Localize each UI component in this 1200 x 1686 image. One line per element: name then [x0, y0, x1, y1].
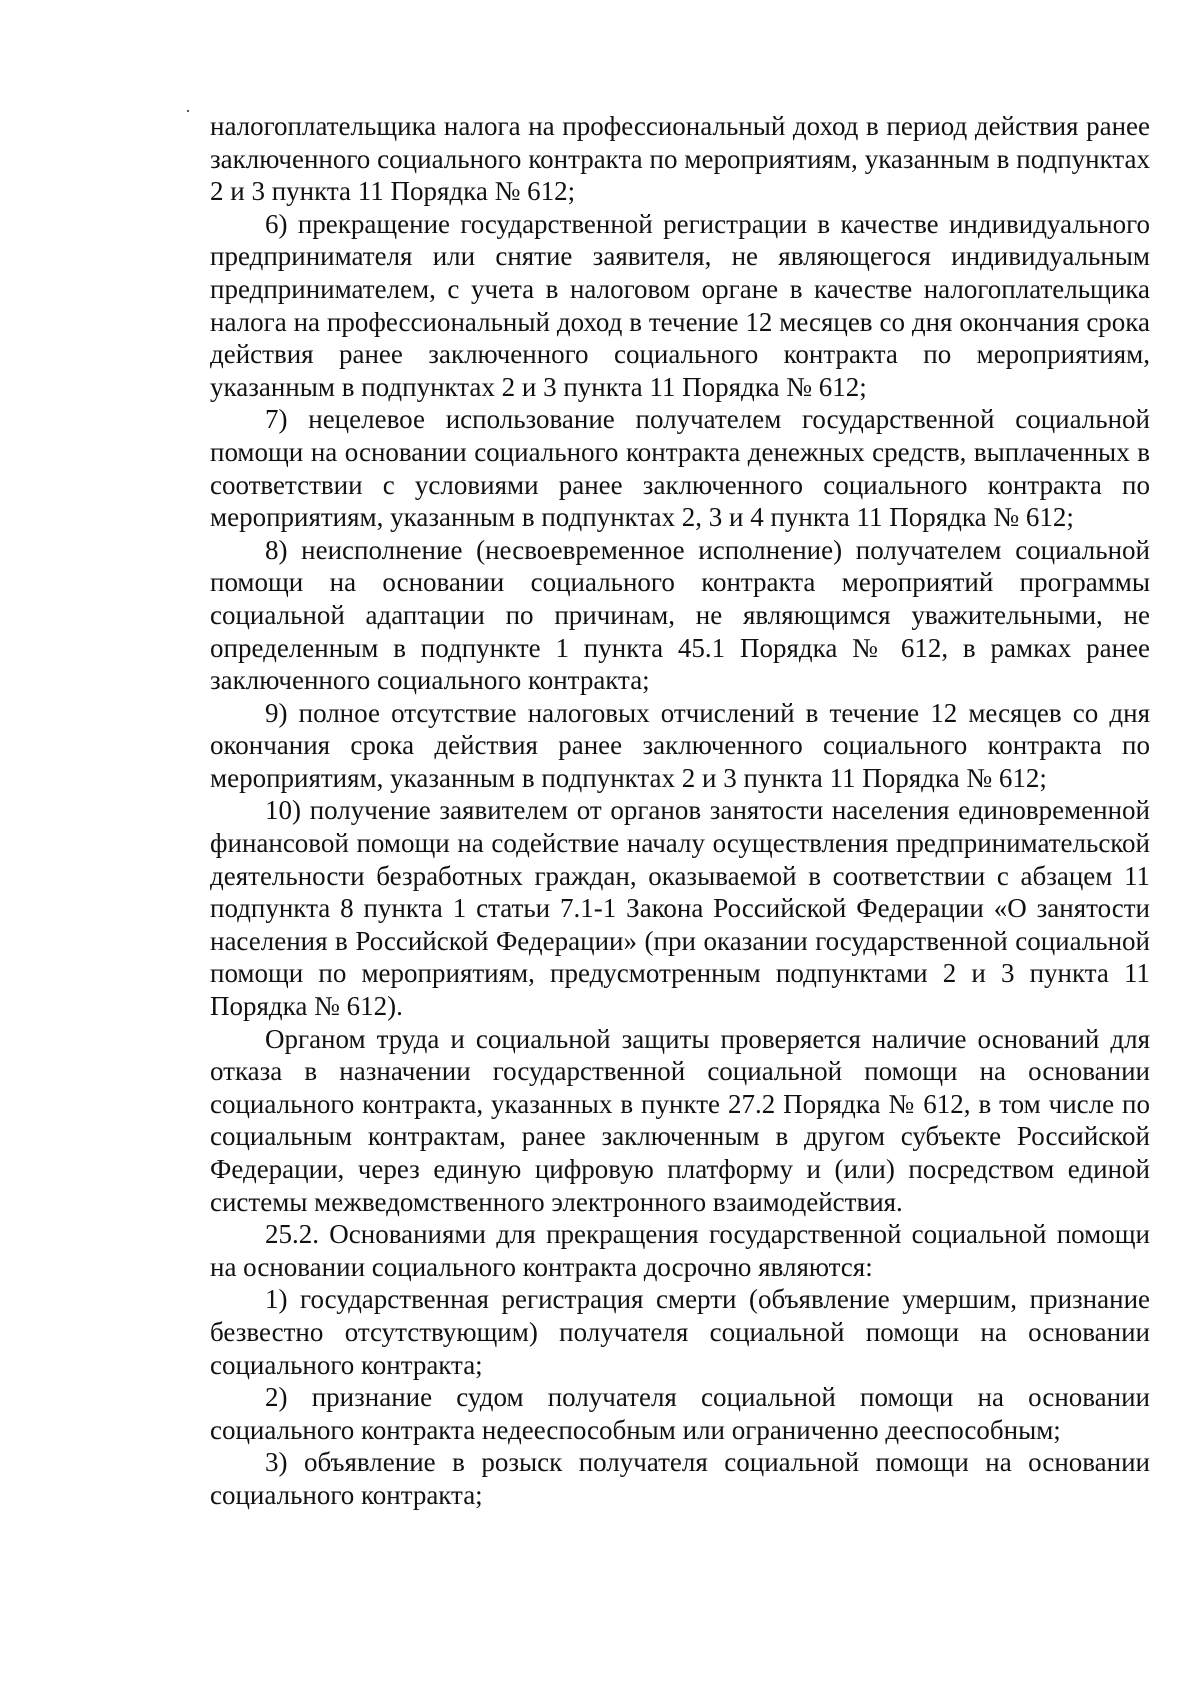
document-page [210, 110, 1150, 1512]
scan-artifact-dot [187, 110, 189, 112]
paragraph-item-7: 7) нецелевое использование получателем государственной социальной помощи на основании социального контракта денежных средств, выплаченных в соответствии с условиями ранее заключенного социального контракта по мероприятиям, указанным в подпунктах 2, 3 и 4 пункта 11 Порядка № 612; [210, 404, 1150, 533]
paragraph-ground-3: 3) объявление в розыск получателя социальной помощи на основании социального контракта; [210, 1447, 1150, 1510]
paragraph-ground-2: 2) признание судом получателя социальной помощи на основании социального контракта недееспособным или ограниченно дееспособным; [210, 1382, 1150, 1445]
paragraph-section-25-2: 25.2. Основаниями для прекращения государственной социальной помощи на основании социального контракта досрочно являются: [210, 1219, 1150, 1282]
paragraph-verification: Органом труда и социальной защиты проверяется наличие оснований для отказа в назначении государственной социальной помощи на основании социального контракта, указанных в пункте 27.2 Порядка № 612, в том числе по социальным контрактам, ранее заключенным в другом субъекте Российской Федерации, через единую цифровую платформу и (или) посредством единой системы межведомственного электронного взаимодействия. [210, 1023, 1150, 1217]
paragraph-item-10: 10) получение заявителем от органов занятости населения единовременной финансовой помощи на содействие началу осуществления предпринимательской деятельности безработных граждан, оказываемой в соответствии с абзацем 11 подпункта 8 пункта 1 статьи 7.1-1 Закона Российской Федерации «О занятости населения в Российской Федерации» (при оказании государственной социальной помощи по мероприятиям, предусмотренным подпунктами 2 и 3 пункта 11 Порядка № 612). [210, 795, 1150, 1022]
paragraph-ground-1: 1) государственная регистрация смерти (объявление умершим, признание безвестно отсутствующим) получателя социальной помощи на основании социального контракта; [210, 1284, 1150, 1380]
paragraph-item-8: 8) неисполнение (несвоевременное исполнение) получателем социальной помощи на основании социального контракта мероприятий программы социальной адаптации по причинам, не являющимся уважительными, не определенным в подпункте 1 пункта 45.1 Порядка № 612, в рамках ранее заключенного социального контракта; [210, 534, 1150, 696]
paragraph-item-9: 9) полное отсутствие налоговых отчислений в течение 12 месяцев со дня окончания срока действия ранее заключенного социального контракта по мероприятиям, указанным в подпунктах 2 и 3 пункта 11 Порядка № 612; [210, 697, 1150, 793]
paragraph-continuation: налогоплательщика налога на профессиональный доход в период действия ранее заключенного социального контракта по мероприятиям, указанным в подпунктах 2 и 3 пункта 11 Порядка № 612; [210, 111, 1150, 207]
paragraph-item-6: 6) прекращение государственной регистрации в качестве индивидуального предпринимателя или снятие заявителя, не являющегося индивидуальным предпринимателем, с учета в налоговом органе в качестве налогоплательщика налога на профессиональный доход в течение 12 месяцев со дня окончания срока действия ранее заключенного социального контракта по мероприятиям, указанным в подпунктах 2 и 3 пункта 11 Порядка № 612; [210, 208, 1150, 402]
